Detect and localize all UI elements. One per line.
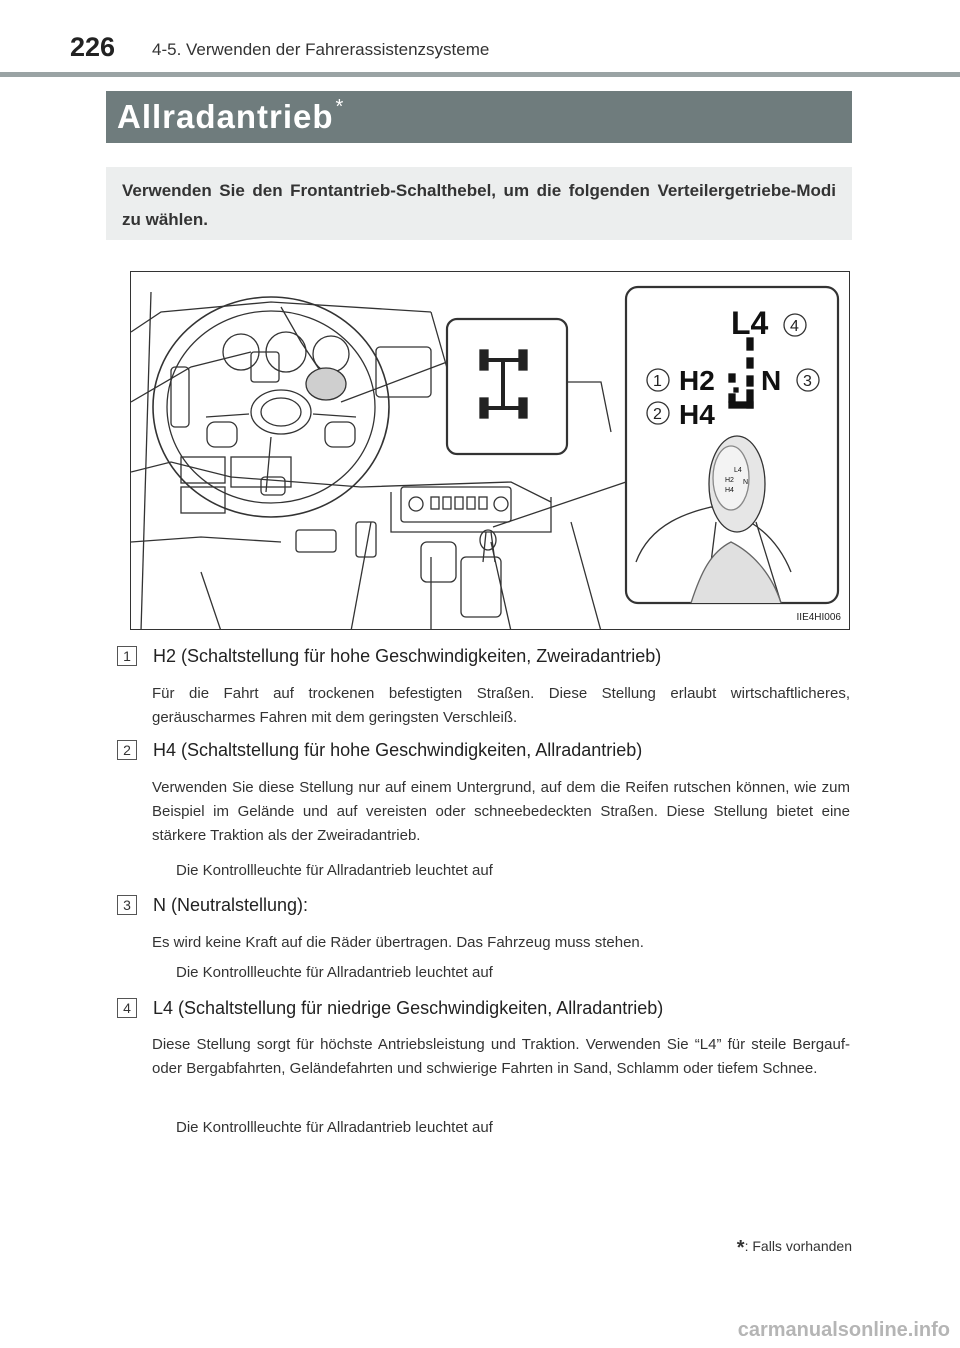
watermark: carmanualsonline.info	[737, 1319, 950, 1341]
callout-2: 2	[653, 406, 662, 423]
dashboard-illustration	[130, 271, 850, 630]
item-2-heading: H4 (Schaltstellung für hohe Geschwindigkeiten, Allradantrieb)	[153, 740, 643, 760]
page-title	[106, 91, 852, 143]
item-1-body: Für die Fahrt auf trockenen befestigten Straßen. Diese Stellung erlaubt wirtschaftlicheres, geräuscharmes Fahren mit dem geringsten Verschleiß.	[152, 685, 850, 726]
asterisk-icon: *	[736, 1237, 745, 1259]
figure-code: IIE4HI006	[796, 612, 841, 623]
item-2-number: 2	[117, 740, 137, 760]
item-2-indicator-note: Die Kontrollleuchte für Allradantrieb leuchtet auf	[176, 862, 493, 879]
item-3-number: 3	[117, 895, 137, 915]
page-title-text: Allradantrieb	[117, 98, 334, 135]
asterisk-icon: *	[335, 96, 345, 118]
item-3-indicator-note: Die Kontrollleuchte für Allradantrieb leuchtet auf	[176, 964, 493, 981]
item-4-indicator-note: Die Kontrollleuchte für Allradantrieb leuchtet auf	[176, 1119, 493, 1136]
knob-h2-label: H2	[725, 477, 734, 484]
footnote-text: : Falls vorhanden	[744, 1238, 852, 1254]
knob-h4-label: H4	[725, 487, 734, 494]
knob-n-label: N	[743, 479, 749, 486]
item-4-number: 4	[117, 998, 137, 1018]
item-1-number: 1	[117, 646, 137, 666]
section-title: 4-5. Verwenden der Fahrerassistenzsysteme	[152, 40, 490, 59]
h4-label: H4	[679, 399, 715, 430]
n-label: N	[761, 365, 782, 396]
l4-label: L4	[731, 305, 769, 341]
footnote	[737, 1237, 852, 1260]
item-1-heading: H2 (Schaltstellung für hohe Geschwindigkeiten, Zweiradantrieb)	[153, 646, 662, 666]
item-2-body: Verwenden Sie diese Stellung nur auf einem Untergrund, auf dem die Reifen rutschen können, wie zum Beispiel im Gelände und auf vereisten oder schneebedeckten Straßen. Diese Stellung bietet eine stärkere Traktion als der Zweiradantrieb.	[152, 779, 850, 844]
callout-3: 3	[803, 373, 812, 390]
callout-1: 1	[653, 373, 662, 390]
intro-box: Verwenden Sie den Frontantrieb-Schalthebel, um die folgenden Verteilergetriebe-Modi zu wählen.	[106, 167, 852, 240]
header-rule	[0, 72, 960, 77]
knob-l4-label: L4	[734, 467, 742, 474]
item-3-heading: N (Neutralstellung):	[153, 895, 309, 915]
item-3-body: Es wird keine Kraft auf die Räder übertragen. Das Fahrzeug muss stehen.	[152, 934, 644, 951]
item-4-body: Diese Stellung sorgt für höchste Antriebsleistung und Traktion. Verwenden Sie “L4” für steile Bergauf- oder Bergabfahrten, Geländefahrten und schwierige Fahrten in Sand, Schlamm oder tiefem Schnee.	[152, 1036, 850, 1077]
page-number: 226	[70, 32, 116, 62]
item-4-heading: L4 (Schaltstellung für niedrige Geschwindigkeiten, Allradantrieb)	[153, 998, 664, 1018]
h2-label: H2	[679, 365, 715, 396]
callout-4: 4	[790, 318, 799, 335]
